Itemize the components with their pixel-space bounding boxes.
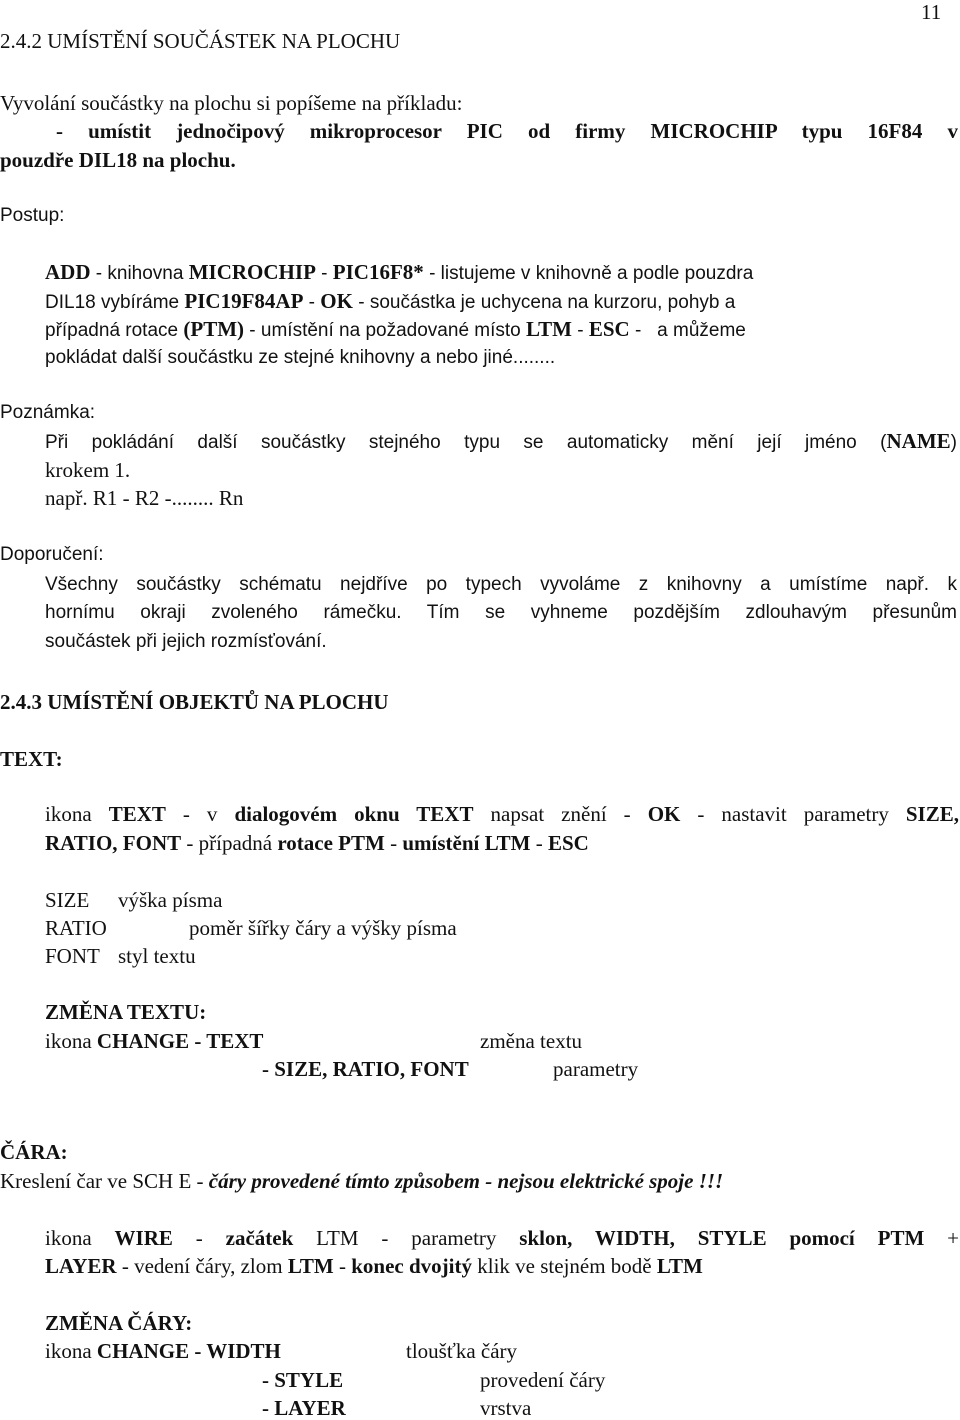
cara-line-2: LAYER - vedení čáry, zlom LTM - konec dvojitý klik ve stejném bodě LTM — [45, 1254, 703, 1278]
cara-note: Kreslení čar ve SCH E - čáry provedené tímto způsobem - nejsou elektrické spoje !!! — [0, 1169, 724, 1193]
zmena-textu-line-2: - SIZE, RATIO, FONT — [262, 1057, 469, 1081]
zmena-cary-line-1-desc: tloušťka čáry — [406, 1339, 518, 1363]
section-heading-242: 2.4.2 UMÍSTĚNÍ SOUČÁSTEK NA PLOCHU — [0, 29, 401, 53]
postup-line-4: pokládat další součástku ze stejné knihovny a nebo jiné........ — [45, 347, 556, 368]
example-line-1: - umístit jednočipový mikroprocesor PIC od firmy MICROCHIP typu 16F84 v — [56, 119, 958, 143]
postup-line-1: ADD - knihovna MICROCHIP - PIC16F8* - listujeme v knihovně a podle pouzdra — [45, 260, 754, 284]
param-font-desc: styl textu — [118, 944, 196, 968]
param-font-name: FONT — [45, 944, 100, 968]
text-heading: TEXT: — [0, 747, 63, 771]
postup-line-3: případná rotace (PTM) - umístění na požadované místo LTM - ESC - a můžeme — [45, 317, 746, 341]
param-size-desc: výška písma — [118, 888, 223, 912]
poznamka-line-3: např. R1 - R2 -........ Rn — [45, 486, 244, 510]
doporuceni-line-3: součástek při jejich rozmísťování. — [45, 631, 327, 652]
zmena-cary-line-3-desc: vrstva — [480, 1396, 532, 1420]
zmena-cary-line-2-desc: provedení čáry — [480, 1368, 606, 1392]
text-line-2: RATIO, FONT - případná rotace PTM - umístění LTM - ESC — [45, 831, 589, 855]
zmena-textu-line-1-desc: změna textu — [480, 1029, 583, 1053]
param-size-name: SIZE — [45, 888, 90, 912]
doporuceni-line-2: hornímu okraji zvoleného rámečku. Tím se vyhneme pozdějším zdlouhavým přesunům — [45, 602, 957, 623]
doporuceni-label: Doporučení: — [0, 544, 104, 565]
cara-heading: ČÁRA: — [0, 1140, 68, 1164]
zmena-textu-line-1: ikona CHANGE - TEXT — [45, 1029, 264, 1053]
zmena-textu-heading: ZMĚNA TEXTU: — [45, 1000, 207, 1024]
poznamka-label: Poznámka: — [0, 402, 96, 423]
param-ratio-name: RATIO — [45, 916, 107, 940]
postup-label: Postup: — [0, 205, 65, 226]
poznamka-line-1: Při pokládání další součástky stejného typu se automaticky mění její jméno (NAME) — [45, 429, 957, 453]
cara-line-1: ikona WIRE - začátek LTM - parametry sklon, WIDTH, STYLE pomocí PTM + — [45, 1226, 960, 1250]
poznamka-line-2: krokem 1. — [45, 458, 131, 482]
intro-text: Vyvolání součástky na plochu si popíšeme na příkladu: — [0, 91, 463, 115]
example-line-2: pouzdře DIL18 na plochu. — [0, 148, 236, 172]
cmd-add: ADD — [45, 260, 91, 284]
doporuceni-line-1: Všechny součástky schématu nejdříve po typech vyvoláme z knihovny a umístíme např. k — [45, 574, 957, 595]
zmena-cary-line-1: ikona CHANGE - WIDTH — [45, 1339, 281, 1363]
zmena-cary-line-2: - STYLE — [262, 1368, 344, 1392]
zmena-textu-line-2-desc: parametry — [553, 1057, 639, 1081]
page-number: 11 — [921, 0, 942, 24]
zmena-cary-heading: ZMĚNA ČÁRY: — [45, 1311, 193, 1335]
postup-line-2: DIL18 vybíráme PIC19F84AP - OK - součástka je uchycena na kurzoru, pohyb a — [45, 289, 736, 313]
section-heading-243: 2.4.3 UMÍSTĚNÍ OBJEKTŮ NA PLOCHU — [0, 690, 389, 714]
text-line-1: ikona TEXT - v dialogovém oknu TEXT napsat znění - OK - nastavit parametry SIZE, — [45, 802, 959, 826]
param-ratio-desc: poměr šířky čáry a výšky písma — [189, 916, 457, 940]
zmena-cary-line-3: - LAYER — [262, 1396, 346, 1420]
